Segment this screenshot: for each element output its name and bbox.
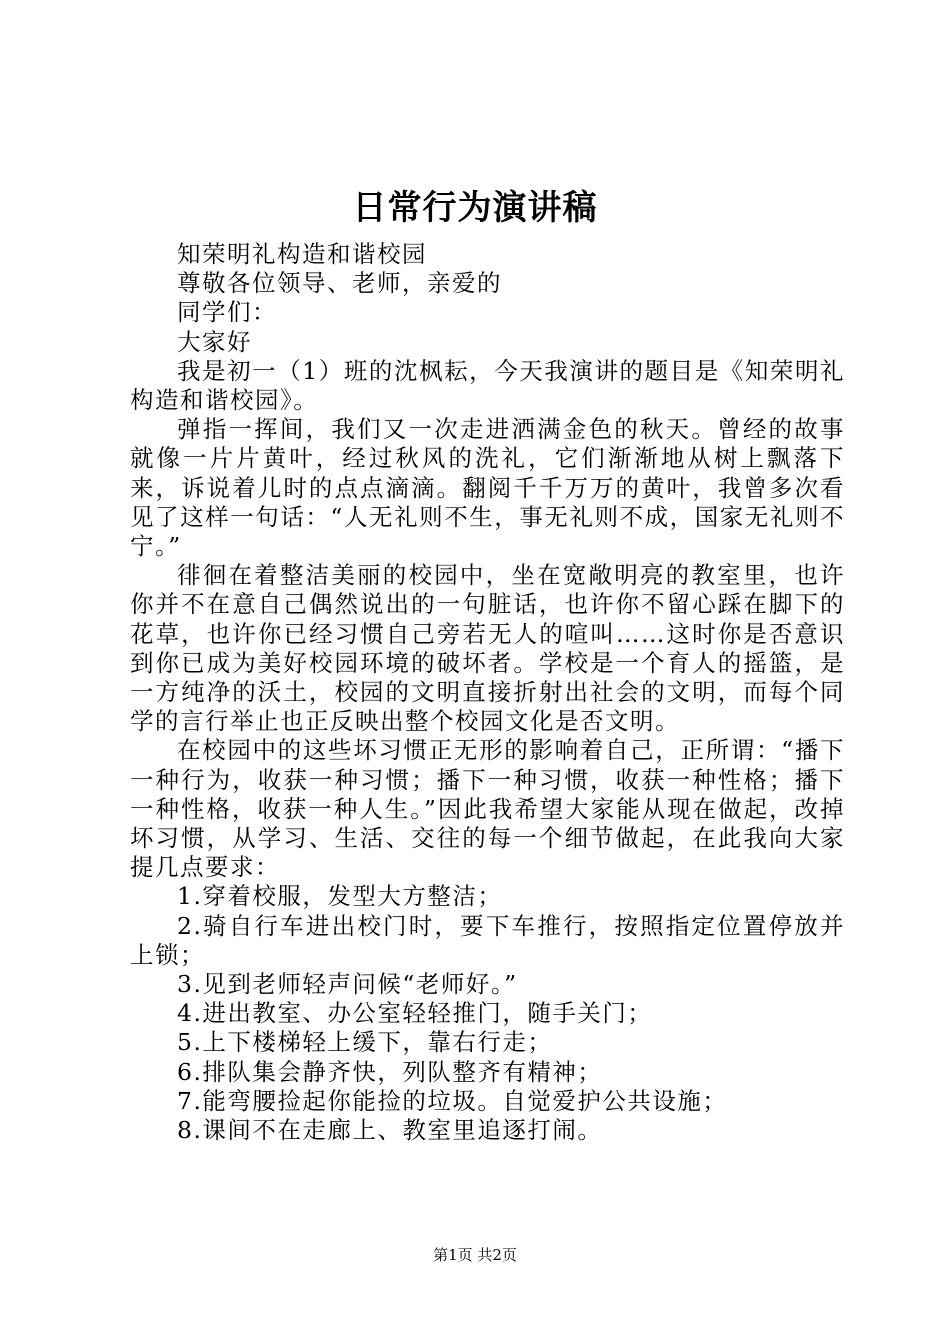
paragraph-greeting-line1: 尊敬各位领导、老师，亲爱的 — [177, 269, 502, 298]
list-item-5: 5.上下楼梯轻上缓下，靠右行走； — [177, 1028, 553, 1057]
paragraph-hello: 大家好 — [177, 327, 252, 356]
paragraph-campus: 徘徊在着整洁美丽的校园中，坐在宽敞明亮的教室里，也许你并不在意自己偶然说出的一句脏话，也许你不留心踩在脚下的花草，也许你已经习惯自己旁若无人的喧叫……这时你是否意识到你已成为美好校园环境的破坏者。学校是一个育人的摇篮，是一方纯净的沃土，校园的文明直接折射出社会的文明，而每个同学的言行举止也正反映出整个校园文化是否文明。 — [130, 561, 845, 736]
paragraph-autumn: 弹指一挥间，我们又一次走进洒满金色的秋天。曾经的故事就像一片片黄叶，经过秋风的洗礼，它们渐渐地从树上飘落下来，诉说着儿时的点点滴滴。翻阅千千万万的黄叶，我曾多次看见了这样一句话：“人无礼则不生，事无礼则不成，国家无礼则不宁。” — [130, 415, 845, 561]
list-item-4: 4.进出教室、办公室轻轻推门，随手关门； — [177, 999, 653, 1028]
document-title: 日常行为演讲稿 — [352, 188, 598, 228]
paragraph-subtitle: 知荣明礼构造和谐校园 — [177, 240, 427, 268]
list-item-6: 6.排队集会静齐快，列队整齐有精神； — [177, 1057, 603, 1086]
paragraph-intro: 我是初一（1）班的沈枫耘，今天我演讲的题目是《知荣明礼构造和谐校园》。 — [130, 356, 845, 415]
list-item-1: 1.穿着校服，发型大方整洁； — [177, 882, 503, 911]
list-item-3: 3.见到老师轻声问候“老师好。” — [177, 970, 518, 999]
list-item-2: 2.骑自行车进出校门时，要下车推行，按照指定位置停放并上锁； — [130, 911, 845, 969]
paragraph-greeting-line2: 同学们： — [177, 298, 277, 327]
list-item-8: 8.课间不在走廊上、教室里追逐打闹。 — [177, 1116, 603, 1145]
paragraph-habits: 在校园中的这些坏习惯正无形的影响着自己，正所谓：“播下一种行为，收获一种习惯；播下一种习惯，收获一种性格；播下一种性格，收获一种人生。”因此我希望大家能从现在做起，改掉坏习惯，从学习、生活、交往的每一个细节做起，在此我向大家提几点要求： — [130, 736, 845, 882]
list-item-7: 7.能弯腰捡起你能捡的垃圾。自觉爱护公共设施； — [177, 1086, 728, 1115]
document-body — [130, 240, 845, 1145]
page-footer: 第1页 共2页 — [433, 1246, 517, 1264]
